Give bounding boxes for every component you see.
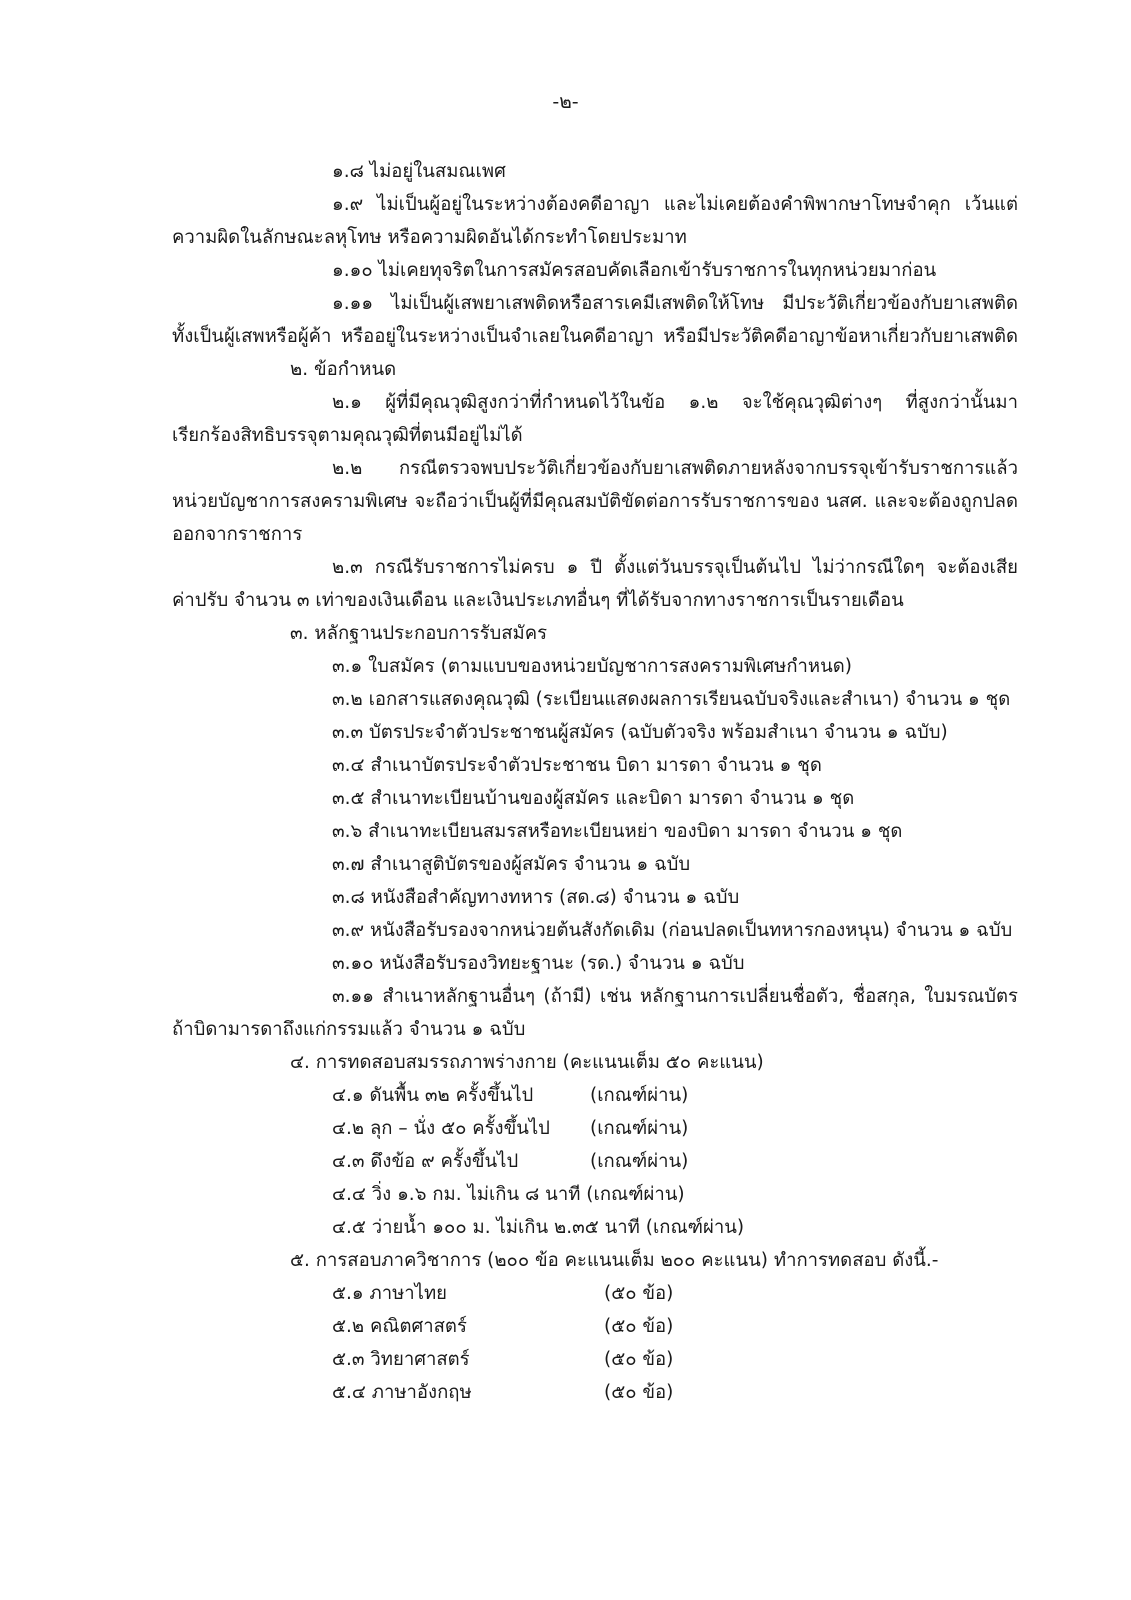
fitness-item	[172, 1112, 1018, 1145]
item-2-3-line1: ๒.๓ กรณีรับราชการไม่ครบ ๑ ปี ตั้งแต่วันบรรจุเป็นต้นไป ไม่ว่ากรณีใดๆ จะต้องเสีย	[332, 557, 1018, 578]
item-2-2-line2: หน่วยบัญชาการสงครามพิเศษ จะถือว่าเป็นผู้ที่มีคุณสมบัติขัดต่อการรับราชการของ นสศ. และจะต้องถูกปลด	[172, 491, 1018, 512]
fitness-item-criteria: (เกณฑ์ผ่าน)	[590, 1085, 689, 1106]
item-2-2-line1: ๒.๒ กรณีตรวจพบประวัติเกี่ยวข้องกับยาเสพติดภายหลังจากบรรจุเข้ารับราชการแล้ว	[332, 458, 1018, 479]
section-3-heading: ๓. หลักฐานประกอบการรับสมัคร	[290, 623, 548, 644]
item-1-9-line1: ๑.๙ ไม่เป็นผู้อยู่ในระหว่างต้องคดีอาญา และไม่เคยต้องคำพิพากษาโทษจำคุก เว้นแต่	[332, 194, 1018, 215]
item-3-6: ๓.๖ สำเนาทะเบียนสมรสหรือทะเบียนหย่า ของบิดา มารดา จำนวน ๑ ชุด	[332, 821, 903, 842]
item-3-3: ๓.๓ บัตรประจำตัวประชาชนผู้สมัคร (ฉบับตัวจริง พร้อมสำเนา จำนวน ๑ ฉบับ)	[332, 722, 948, 743]
section-4-heading: ๔. การทดสอบสมรรถภาพร่างกาย (คะแนนเต็ม ๕๐ คะแนน)	[290, 1052, 764, 1073]
fitness-item-criteria: (เกณฑ์ผ่าน)	[590, 1118, 689, 1139]
item-3-5: ๓.๕ สำเนาทะเบียนบ้านของผู้สมัคร และบิดา มารดา จำนวน ๑ ชุด	[332, 788, 855, 809]
fitness-item-label: ๔.๒ ลุก – นั่ง ๕๐ ครั้งขึ้นไป	[332, 1118, 550, 1139]
fitness-item-criteria: (เกณฑ์ผ่าน)	[590, 1151, 689, 1172]
subject-item	[172, 1376, 1018, 1409]
fitness-item-label: ๔.๓ ดึงข้อ ๙ ครั้งขึ้นไป	[332, 1151, 519, 1172]
section-5-heading: ๕. การสอบภาควิชาการ (๒๐๐ ข้อ คะแนนเต็ม ๒๐๐ คะแนน) ทำการทดสอบ ดังนี้.-	[290, 1250, 939, 1271]
item-3-1: ๓.๑ ใบสมัคร (ตามแบบของหน่วยบัญชาการสงครามพิเศษกำหนด)	[332, 656, 853, 677]
subject-item-count: (๕๐ ข้อ)	[604, 1382, 674, 1403]
item-3-10: ๓.๑๐ หนังสือรับรองวิทยะฐานะ (รด.) จำนวน ๑ ฉบับ	[332, 953, 745, 974]
subject-item-label: ๕.๓ วิทยาศาสตร์	[332, 1349, 470, 1370]
item-3-11-line2: ถ้าบิดามารดาถึงแก่กรรมแล้ว จำนวน ๑ ฉบับ	[172, 1019, 526, 1040]
subject-item-label: ๕.๔ ภาษาอังกฤษ	[332, 1382, 472, 1403]
item-3-4: ๓.๔ สำเนาบัตรประจำตัวประชาชน บิดา มารดา จำนวน ๑ ชุด	[332, 755, 822, 776]
item-1-11-line2: ทั้งเป็นผู้เสพหรือผู้ค้า หรืออยู่ในระหว่างเป็นจำเลยในคดีอาญา หรือมีประวัติคดีอาญาข้อหาเกี่ยวกับยาเสพติด	[172, 326, 1018, 347]
fitness-item-label: ๔.๑ ดันพื้น ๓๒ ครั้งขึ้นไป	[332, 1085, 534, 1106]
item-1-8: ๑.๘ ไม่อยู่ในสมณเพศ	[332, 161, 506, 182]
item-3-11-line1: ๓.๑๑ สำเนาหลักฐานอื่นๆ (ถ้ามี) เช่น หลักฐานการเปลี่ยนชื่อตัว, ชื่อสกุล, ใบมรณบัตร	[332, 986, 1018, 1007]
item-1-10: ๑.๑๐ ไม่เคยทุจริตในการสมัครสอบคัดเลือกเข้ารับราชการในทุกหน่วยมาก่อน	[332, 260, 937, 281]
page-number: -๒-	[552, 91, 579, 113]
item-2-1-line1: ๒.๑ ผู้ที่มีคุณวุฒิสูงกว่าที่กำหนดไว้ในข้อ ๑.๒ จะใช้คุณวุฒิต่างๆ ที่สูงกว่านั้นมา	[332, 392, 1018, 413]
subject-item	[172, 1310, 1018, 1343]
fitness-item	[172, 1145, 1018, 1178]
item-2-1-line2: เรียกร้องสิทธิบรรจุตามคุณวุฒิที่ตนมีอยู่ไม่ได้	[172, 425, 523, 446]
subject-item	[172, 1277, 1018, 1310]
item-3-2: ๓.๒ เอกสารแสดงคุณวุฒิ (ระเบียนแสดงผลการเรียนฉบับจริงและสำเนา) จำนวน ๑ ชุด	[332, 689, 1011, 710]
subject-item-count: (๕๐ ข้อ)	[604, 1316, 674, 1337]
item-3-8: ๓.๘ หนังสือสำคัญทางทหาร (สด.๘) จำนวน ๑ ฉบับ	[332, 887, 740, 908]
item-3-7: ๓.๗ สำเนาสูติบัตรของผู้สมัคร จำนวน ๑ ฉบับ	[332, 854, 691, 875]
subject-item-count: (๕๐ ข้อ)	[604, 1349, 674, 1370]
subject-item-count: (๕๐ ข้อ)	[604, 1283, 674, 1304]
subject-item-label: ๕.๑ ภาษาไทย	[332, 1283, 448, 1304]
fitness-item	[172, 1079, 1018, 1112]
item-1-9-line2: ความผิดในลักษณะลหุโทษ หรือความผิดอันได้กระทำโดยประมาท	[172, 227, 687, 248]
item-2-3-line2: ค่าปรับ จำนวน ๓ เท่าของเงินเดือน และเงินประเภทอื่นๆ ที่ได้รับจากทางราชการเป็นรายเดือน	[172, 590, 904, 611]
fitness-item-run: ๔.๔ วิ่ง ๑.๖ กม. ไม่เกิน ๘ นาที (เกณฑ์ผ่าน)	[332, 1184, 685, 1205]
section-2-heading: ๒. ข้อกำหนด	[290, 359, 397, 380]
item-1-11-line1: ๑.๑๑ ไม่เป็นผู้เสพยาเสพติดหรือสารเคมีเสพติดให้โทษ มีประวัติเกี่ยวข้องกับยาเสพติด	[332, 293, 1018, 314]
subject-item-label: ๕.๒ คณิตศาสตร์	[332, 1316, 467, 1337]
item-3-9: ๓.๙ หนังสือรับรองจากหน่วยต้นสังกัดเดิม (ก่อนปลดเป็นทหารกองหนุน) จำนวน ๑ ฉบับ	[332, 920, 1013, 941]
item-2-2-line3: ออกจากราชการ	[172, 524, 303, 545]
document-body	[172, 155, 1018, 1409]
fitness-item-swim: ๔.๕ ว่ายน้ำ ๑๐๐ ม. ไม่เกิน ๒.๓๕ นาที (เกณฑ์ผ่าน)	[332, 1217, 745, 1238]
subject-item	[172, 1343, 1018, 1376]
